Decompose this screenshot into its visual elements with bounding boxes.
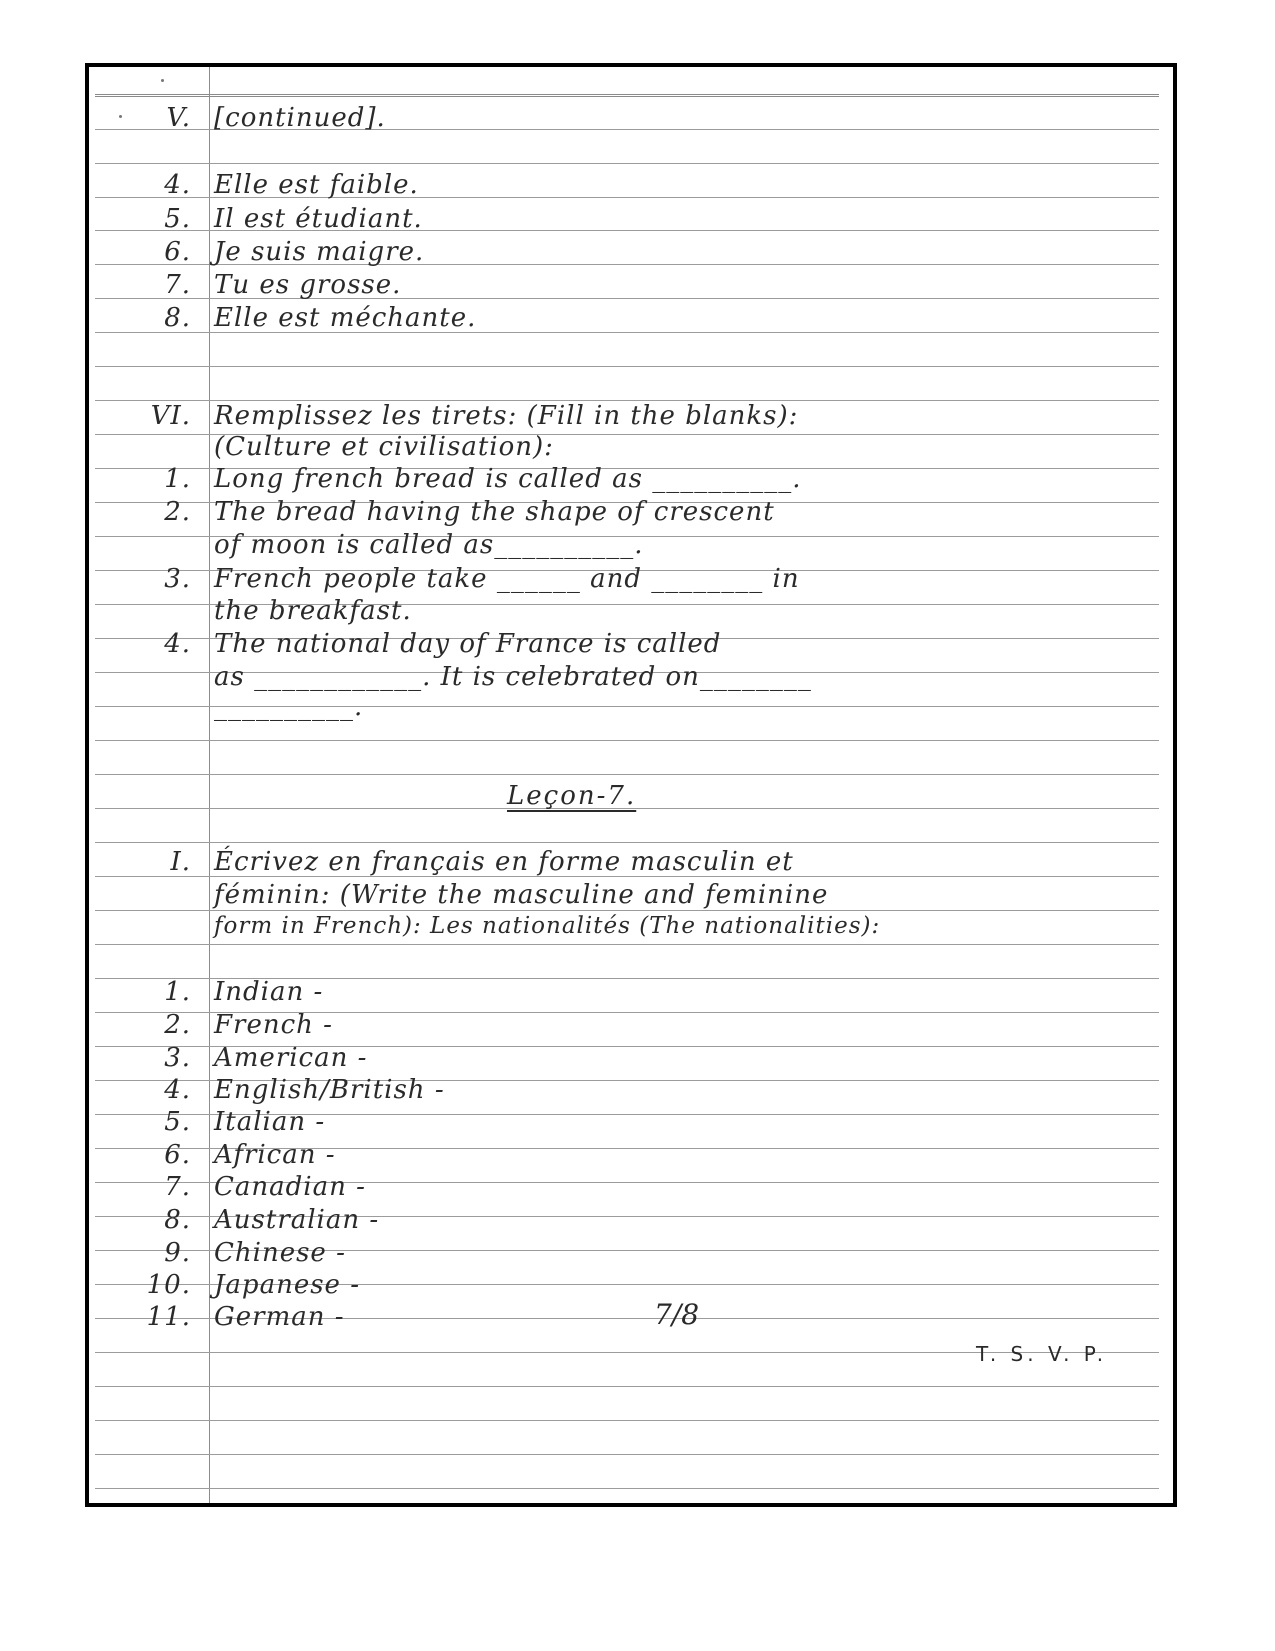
item-text: Australian - (214, 1205, 380, 1235)
list-item (89, 1302, 1173, 1336)
item-text: German - (214, 1302, 345, 1332)
lesson-title: Leçon-7. (507, 781, 637, 811)
list-item (89, 977, 1173, 1011)
ruled-line (95, 94, 1159, 97)
question-number: 4. (164, 629, 191, 659)
ruled-line (95, 774, 1159, 775)
question-text: Long french bread is called as __________. (214, 464, 802, 494)
question-text: The national day of France is called (214, 629, 722, 659)
item-text: Tu es grosse. (214, 270, 402, 300)
section-subheading (89, 432, 1173, 466)
list-item (89, 1075, 1173, 1109)
item-number: 2. (164, 1010, 191, 1040)
list-item (89, 237, 1173, 271)
question-continuation (89, 692, 1173, 726)
list-item (89, 1107, 1173, 1141)
section-heading-text: Remplissez les tirets: (Fill in the blanks): (214, 401, 799, 431)
item-text: Japanese - (214, 1270, 360, 1300)
item-text: Indian - (214, 977, 324, 1007)
section-vi-heading (89, 401, 1173, 435)
item-number: 11. (146, 1302, 191, 1332)
ruled-line (95, 1454, 1159, 1455)
item-text: Il est étudiant. (214, 204, 423, 234)
ruled-line (95, 366, 1159, 367)
section-i-heading (89, 847, 1173, 881)
section-heading-text: [continued]. (214, 103, 386, 133)
question (89, 464, 1173, 498)
ruled-line (95, 1488, 1159, 1489)
question-number: 3. (164, 564, 191, 594)
section-heading-continuation (89, 913, 1173, 947)
item-number: 8. (164, 303, 191, 333)
list-item (89, 1140, 1173, 1174)
section-heading-text: féminin: (Write the masculine and feminine (214, 880, 829, 910)
pencil-mark (161, 79, 164, 82)
question (89, 629, 1173, 663)
question-text: The bread having the shape of crescent (214, 497, 775, 527)
question-continuation (89, 530, 1173, 564)
item-number: 10. (146, 1270, 191, 1300)
question-continuation (89, 596, 1173, 630)
item-text: Chinese - (214, 1238, 346, 1268)
item-number: 1. (164, 977, 191, 1007)
list-item (89, 204, 1173, 238)
question-number: 2. (164, 497, 191, 527)
question-continuation (89, 662, 1173, 696)
item-text: French - (214, 1010, 333, 1040)
section-heading-continuation (89, 880, 1173, 914)
ruled-line (95, 1420, 1159, 1421)
item-text: American - (214, 1043, 368, 1073)
item-number: 4. (164, 170, 191, 200)
question (89, 564, 1173, 598)
item-number: 9. (164, 1238, 191, 1268)
ruled-line (95, 740, 1159, 741)
ruled-line (95, 163, 1159, 164)
item-number: 5. (164, 204, 191, 234)
tsvp-note: T. S. V. P. (976, 1342, 1108, 1366)
item-number: 5. (164, 1107, 191, 1137)
item-text: Elle est faible. (214, 170, 419, 200)
item-text: English/British - (214, 1075, 445, 1105)
item-number: 7. (164, 270, 191, 300)
notebook-page (85, 63, 1177, 1507)
list-item (89, 1172, 1173, 1206)
section-number: VI. (150, 401, 191, 431)
list-item (89, 1238, 1173, 1272)
item-text: African - (214, 1140, 336, 1170)
page-number: 7/8 (654, 1298, 700, 1331)
list-item (89, 1270, 1173, 1304)
section-number: V. (166, 103, 191, 133)
ruled-line (95, 1386, 1159, 1387)
item-number: 6. (164, 1140, 191, 1170)
item-number: 7. (164, 1172, 191, 1202)
section-v-heading (89, 103, 1173, 137)
section-number: I. (170, 847, 191, 877)
item-number: 3. (164, 1043, 191, 1073)
item-number: 6. (164, 237, 191, 267)
question-text: French people take ______ and ________ in (214, 564, 800, 594)
question-text: of moon is called as__________. (214, 530, 644, 560)
item-number: 4. (164, 1075, 191, 1105)
item-text: Je suis maigre. (214, 237, 425, 267)
section-heading-text: form in French): Les nationalités (The nationalities): (214, 913, 881, 939)
item-text: Canadian - (214, 1172, 366, 1202)
list-item (89, 1205, 1173, 1239)
item-number: 8. (164, 1205, 191, 1235)
question-number: 1. (164, 464, 191, 494)
question-text: the breakfast. (214, 596, 412, 626)
question-text: as ____________. It is celebrated on________ (214, 662, 812, 692)
ruled-line (95, 842, 1159, 843)
section-heading-text: Écrivez en français en forme masculin et (214, 847, 794, 877)
question-text: __________. (214, 692, 364, 722)
list-item (89, 170, 1173, 204)
list-item (89, 1043, 1173, 1077)
item-text: Italian - (214, 1107, 326, 1137)
list-item (89, 1010, 1173, 1044)
list-item (89, 270, 1173, 304)
item-text: Elle est méchante. (214, 303, 477, 333)
section-heading-text: (Culture et civilisation): (214, 432, 554, 462)
question (89, 497, 1173, 531)
list-item (89, 303, 1173, 337)
